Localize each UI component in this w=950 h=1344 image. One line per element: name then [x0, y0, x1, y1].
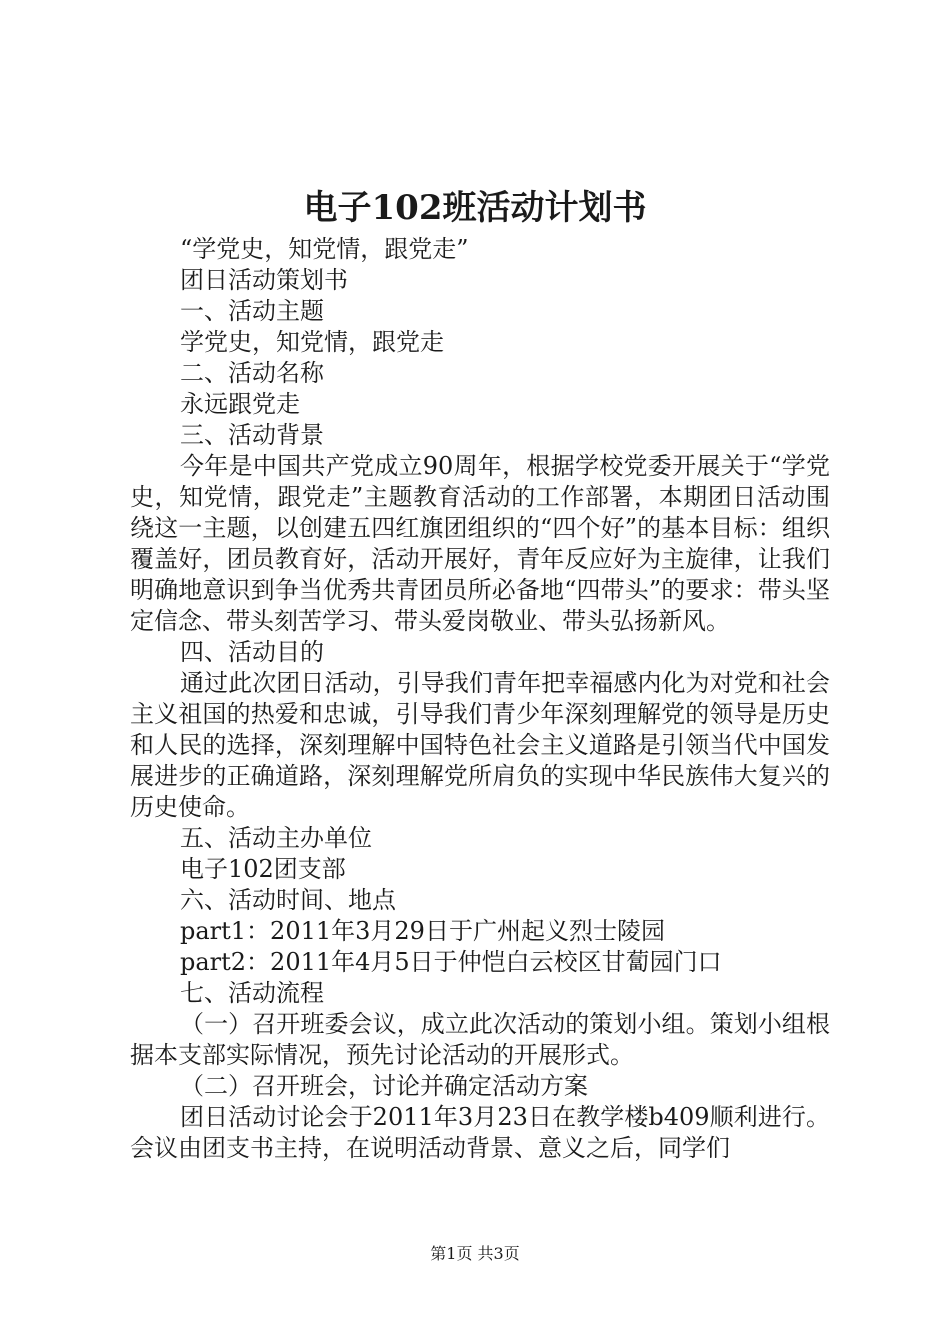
text-line: 学党史，知党情，跟党走: [180, 328, 444, 356]
process-paragraph: 团日活动讨论会于2011年3月23日在教学楼b409顺利进行。会议由团支书主持，在说明活动背景、意义之后，同学们: [130, 1103, 830, 1162]
process-heading: （二）召开班会，讨论并确定活动方案: [180, 1072, 588, 1100]
text-line: part2：2011年4月5日于仲恺白云校区甘蔔园门口: [180, 948, 722, 976]
document-body: [130, 234, 830, 1164]
text-line: “学党史，知党情，跟党走”: [180, 235, 469, 263]
background-paragraph: 今年是中国共产党成立90周年，根据学校党委开展关于“学党史，知党情，跟党走”主题教育活动的工作部署，本期团日活动围绕这一主题，以创建五四红旗团组织的“四个好”的基本目标：组织覆盖好，团员教育好，活动开展好，青年反应好为主旋律，让我们明确地意识到争当优秀共青团员所必备地“四带头”的要求：带头坚定信念、带头刻苦学习、带头爱岗敬业、带头弘扬新风。: [130, 452, 830, 635]
purpose-paragraph: 通过此次团日活动，引导我们青年把幸福感内化为对党和社会主义祖国的热爱和忠诚，引导我们青少年深刻理解党的领导是历史和人民的选择，深刻理解中国特色社会主义道路是引领当代中国发展进步的正确道路，深刻理解党所肩负的实现中华民族伟大复兴的历史使命。: [130, 669, 830, 821]
section-heading: 七、活动流程: [180, 979, 324, 1007]
text-line: part1：2011年3月29日于广州起义烈士陵园: [180, 917, 665, 945]
section-heading: 五、活动主办单位: [180, 824, 372, 852]
text-line: 永远跟党走: [180, 390, 300, 418]
text-line: 团日活动策划书: [180, 266, 348, 294]
process-paragraph: （一）召开班委会议，成立此次活动的策划小组。策划小组根据本支部实际情况，预先讨论活动的开展形式。: [130, 1010, 830, 1069]
section-heading: 一、活动主题: [180, 297, 324, 325]
section-heading: 六、活动时间、地点: [180, 886, 396, 914]
section-heading: 四、活动目的: [180, 638, 324, 666]
section-heading: 二、活动名称: [180, 359, 324, 387]
document-title: 电子102班活动计划书: [303, 188, 647, 228]
page-footer: 第1页 共3页: [430, 1244, 520, 1263]
text-line: 电子102团支部: [180, 855, 346, 883]
section-heading: 三、活动背景: [180, 421, 324, 449]
